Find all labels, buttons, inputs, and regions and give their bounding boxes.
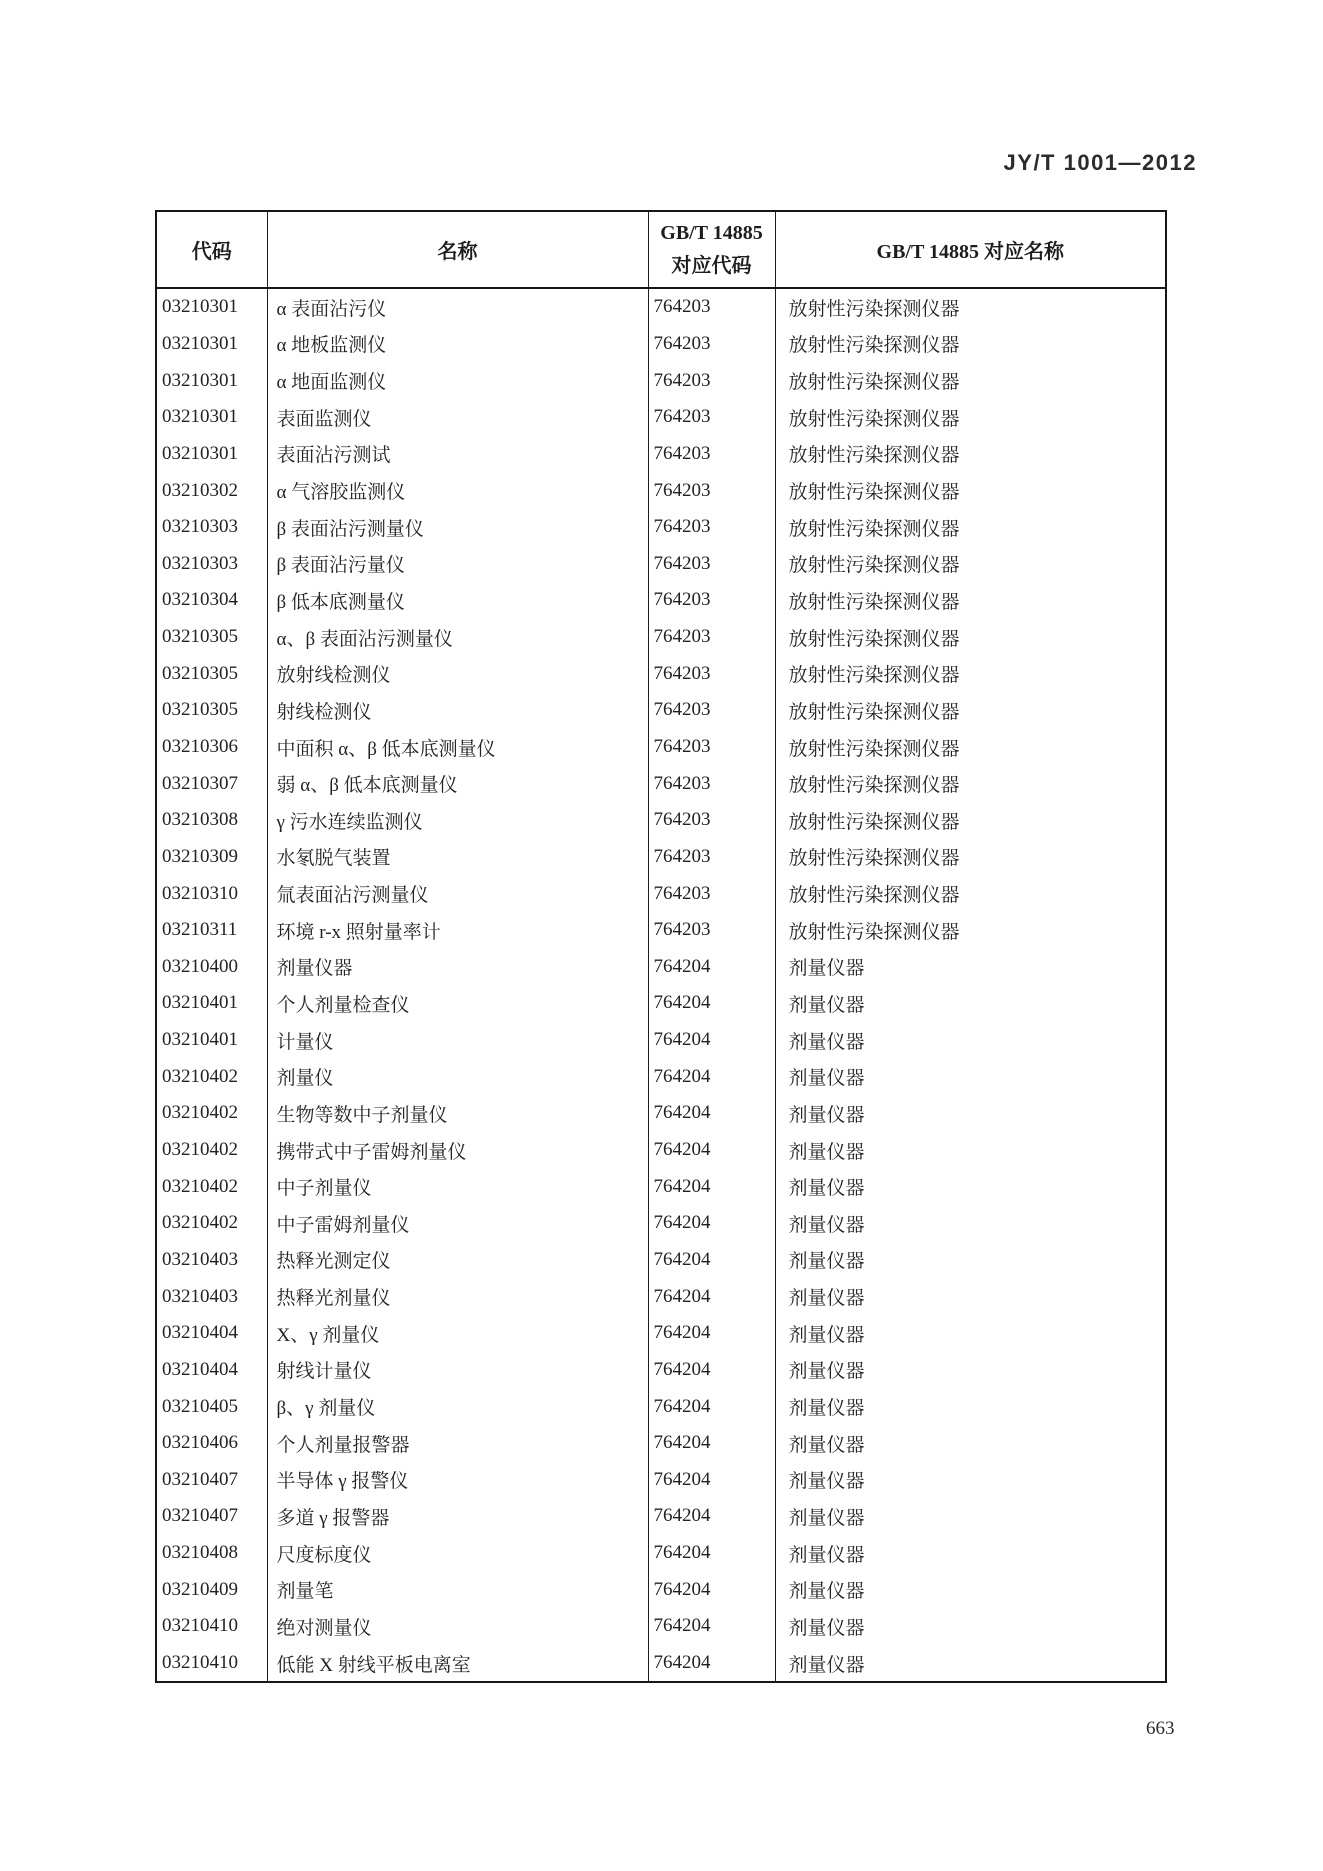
table-row <box>156 1462 1166 1499</box>
cell-code: 03210403 <box>156 1242 267 1279</box>
cell-code: 03210405 <box>156 1388 267 1425</box>
table-row <box>156 1132 1166 1169</box>
cell-name: β 表面沾污测量仪 <box>267 509 648 546</box>
cell-gbt-name: 剂量仪器 <box>788 1507 865 1529</box>
cell-code: 03210402 <box>156 1058 267 1095</box>
cell-gbt-code: 764203 <box>648 839 775 876</box>
cell-code: 03210301 <box>156 436 267 473</box>
cell-gbt-name: 剂量仪器 <box>788 1581 865 1603</box>
cell-code: 03210410 <box>156 1608 267 1645</box>
cell-gbt-name: 剂量仪器 <box>788 1471 865 1493</box>
cell-code: 03210404 <box>156 1352 267 1389</box>
table-row <box>156 1352 1166 1389</box>
cell-gbt-code: 764203 <box>648 326 775 363</box>
table-row <box>156 1315 1166 1352</box>
cell-name: X、γ 剂量仪 <box>267 1315 648 1352</box>
cell-gbt-code: 764203 <box>648 509 775 546</box>
cell-code: 03210301 <box>156 288 267 326</box>
cell-code: 03210403 <box>156 1278 267 1315</box>
header-gbt-code-line2: 对应代码 <box>671 254 752 277</box>
cell-gbt-name: 放射性污染探测仪器 <box>788 775 960 797</box>
cell-gbt-name: 剂量仪器 <box>788 1251 865 1273</box>
cell-gbt-name: 剂量仪器 <box>788 1104 865 1126</box>
cell-code: 03210407 <box>156 1462 267 1499</box>
cell-name: α 地面监测仪 <box>267 362 648 399</box>
cell-name: β 低本底测量仪 <box>267 582 648 619</box>
table-row <box>156 1571 1166 1608</box>
cell-gbt-code: 764203 <box>648 765 775 802</box>
cell-code: 03210407 <box>156 1498 267 1535</box>
cell-gbt-name: 剂量仪器 <box>788 1324 865 1346</box>
cell-code: 03210305 <box>156 692 267 729</box>
cell-code: 03210406 <box>156 1425 267 1462</box>
table-row <box>156 1168 1166 1205</box>
cell-name: α、β 表面沾污测量仪 <box>267 619 648 656</box>
cell-gbt-code: 764204 <box>648 1242 775 1279</box>
header-gbt-code-line1: GB/T 14885 <box>660 221 763 244</box>
cell-gbt-name: 剂量仪器 <box>788 994 865 1016</box>
cell-code: 03210402 <box>156 1095 267 1132</box>
table-row <box>156 1242 1166 1279</box>
cell-gbt-code: 764204 <box>648 1462 775 1499</box>
table-row <box>156 582 1166 619</box>
cell-code: 03210404 <box>156 1315 267 1352</box>
cell-name: 多道 γ 报警器 <box>267 1498 648 1535</box>
header-name: 名称 <box>267 211 648 288</box>
table-row <box>156 1388 1166 1425</box>
cell-name: 中面积 α、β 低本底测量仪 <box>267 729 648 766</box>
cell-gbt-name: 放射性污染探测仪器 <box>788 372 960 394</box>
cell-gbt-code: 764203 <box>648 875 775 912</box>
cell-gbt-code: 764203 <box>648 619 775 656</box>
cell-gbt-name: 放射性污染探测仪器 <box>788 701 960 723</box>
table-row <box>156 545 1166 582</box>
cell-name: 生物等数中子剂量仪 <box>267 1095 648 1132</box>
page-number: 663 <box>1146 1718 1175 1739</box>
cell-name: 射线计量仪 <box>267 1352 648 1389</box>
standard-reference: JY/T 1001—2012 <box>1003 150 1197 175</box>
cell-gbt-name: 剂量仪器 <box>788 1398 865 1420</box>
table-row <box>156 326 1166 363</box>
cell-name: 绝对测量仪 <box>267 1608 648 1645</box>
cell-gbt-name: 剂量仪器 <box>788 1141 865 1163</box>
cell-gbt-name: 放射性污染探测仪器 <box>788 738 960 760</box>
cell-gbt-name: 放射性污染探测仪器 <box>788 445 960 467</box>
table-row <box>156 619 1166 656</box>
cell-name: 环境 r-x 照射量率计 <box>267 912 648 949</box>
table-row <box>156 765 1166 802</box>
cell-name: β、γ 剂量仪 <box>267 1388 648 1425</box>
cell-name: 氚表面沾污测量仪 <box>267 875 648 912</box>
cell-code: 03210401 <box>156 1022 267 1059</box>
cell-code: 03210308 <box>156 802 267 839</box>
cell-name: α 地板监测仪 <box>267 326 648 363</box>
cell-code: 03210409 <box>156 1571 267 1608</box>
cell-name: β 表面沾污量仪 <box>267 545 648 582</box>
cell-name: 剂量笔 <box>267 1571 648 1608</box>
cell-gbt-code: 764203 <box>648 655 775 692</box>
table-row <box>156 399 1166 436</box>
table-row <box>156 802 1166 839</box>
cell-name: 个人剂量报警器 <box>267 1425 648 1462</box>
header-gbt-name: GB/T 14885 对应名称 <box>775 211 1166 288</box>
cell-gbt-name: 放射性污染探测仪器 <box>788 335 960 357</box>
cell-code: 03210301 <box>156 326 267 363</box>
cell-name: 射线检测仪 <box>267 692 648 729</box>
cell-gbt-code: 764204 <box>648 949 775 986</box>
cell-gbt-code: 764204 <box>648 1608 775 1645</box>
cell-gbt-name: 放射性污染探测仪器 <box>788 408 960 430</box>
cell-code: 03210311 <box>156 912 267 949</box>
cell-gbt-name: 剂量仪器 <box>788 1361 865 1383</box>
cell-gbt-name: 放射性污染探测仪器 <box>788 921 960 943</box>
cell-gbt-name: 放射性污染探测仪器 <box>788 298 960 320</box>
cell-gbt-code: 764204 <box>648 1022 775 1059</box>
cell-gbt-code: 764204 <box>648 1352 775 1389</box>
table-row <box>156 509 1166 546</box>
header-code: 代码 <box>156 211 267 288</box>
table-row <box>156 1278 1166 1315</box>
cell-code: 03210305 <box>156 655 267 692</box>
cell-gbt-name: 放射性污染探测仪器 <box>788 811 960 833</box>
cell-gbt-code: 764204 <box>648 1058 775 1095</box>
table-row <box>156 1058 1166 1095</box>
table-row <box>156 1425 1166 1462</box>
cell-gbt-name: 放射性污染探测仪器 <box>788 628 960 650</box>
cell-gbt-code: 764203 <box>648 472 775 509</box>
cell-code: 03210301 <box>156 362 267 399</box>
cell-gbt-code: 764204 <box>648 1095 775 1132</box>
cell-name: 中子雷姆剂量仪 <box>267 1205 648 1242</box>
table-header <box>156 211 1166 288</box>
cell-gbt-code: 764204 <box>648 1425 775 1462</box>
cell-gbt-name: 放射性污染探测仪器 <box>788 665 960 687</box>
cell-name: 低能 X 射线平板电离室 <box>267 1645 648 1683</box>
cell-code: 03210410 <box>156 1645 267 1683</box>
cell-code: 03210304 <box>156 582 267 619</box>
table-row <box>156 839 1166 876</box>
cell-name: 弱 α、β 低本底测量仪 <box>267 765 648 802</box>
cell-gbt-code: 764204 <box>648 1205 775 1242</box>
cell-gbt-code: 764204 <box>648 1645 775 1683</box>
cell-gbt-name: 剂量仪器 <box>788 1214 865 1236</box>
cell-gbt-name: 放射性污染探测仪器 <box>788 591 960 613</box>
cell-gbt-code: 764203 <box>648 912 775 949</box>
table-row <box>156 472 1166 509</box>
cell-gbt-code: 764203 <box>648 399 775 436</box>
table-row <box>156 1645 1166 1683</box>
cell-code: 03210408 <box>156 1535 267 1572</box>
cell-name: 放射线检测仪 <box>267 655 648 692</box>
table-row <box>156 875 1166 912</box>
cell-code: 03210310 <box>156 875 267 912</box>
cell-name: α 气溶胶监测仪 <box>267 472 648 509</box>
cell-name: 表面监测仪 <box>267 399 648 436</box>
header-gbt-code <box>648 211 775 288</box>
cell-code: 03210305 <box>156 619 267 656</box>
cell-code: 03210402 <box>156 1132 267 1169</box>
cell-gbt-name: 剂量仪器 <box>788 1288 865 1310</box>
cell-name: α 表面沾污仪 <box>267 288 648 326</box>
cell-gbt-code: 764204 <box>648 1132 775 1169</box>
cell-gbt-name: 剂量仪器 <box>788 1031 865 1053</box>
cell-name: 个人剂量检查仪 <box>267 985 648 1022</box>
cell-code: 03210401 <box>156 985 267 1022</box>
cell-name: 剂量仪器 <box>267 949 648 986</box>
cell-code: 03210303 <box>156 509 267 546</box>
cell-code: 03210402 <box>156 1205 267 1242</box>
table-row <box>156 655 1166 692</box>
cell-code: 03210306 <box>156 729 267 766</box>
cell-code: 03210402 <box>156 1168 267 1205</box>
cell-name: 计量仪 <box>267 1022 648 1059</box>
table-row <box>156 1095 1166 1132</box>
cell-name: 热释光测定仪 <box>267 1242 648 1279</box>
cell-gbt-name: 放射性污染探测仪器 <box>788 885 960 907</box>
table-row <box>156 949 1166 986</box>
cell-gbt-code: 764203 <box>648 288 775 326</box>
cell-gbt-name: 放射性污染探测仪器 <box>788 555 960 577</box>
cell-gbt-code: 764204 <box>648 985 775 1022</box>
cell-gbt-code: 764204 <box>648 1535 775 1572</box>
table-row <box>156 1205 1166 1242</box>
cell-code: 03210302 <box>156 472 267 509</box>
code-mapping-table <box>155 210 1167 1683</box>
cell-gbt-code: 764203 <box>648 582 775 619</box>
table-row <box>156 985 1166 1022</box>
cell-gbt-code: 764203 <box>648 802 775 839</box>
cell-gbt-name: 剂量仪器 <box>788 958 865 980</box>
cell-gbt-code: 764204 <box>648 1168 775 1205</box>
cell-gbt-name: 剂量仪器 <box>788 1617 865 1639</box>
cell-gbt-code: 764203 <box>648 362 775 399</box>
cell-name: 热释光剂量仪 <box>267 1278 648 1315</box>
cell-name: 剂量仪 <box>267 1058 648 1095</box>
cell-gbt-name: 放射性污染探测仪器 <box>788 518 960 540</box>
cell-code: 03210400 <box>156 949 267 986</box>
cell-gbt-name: 放射性污染探测仪器 <box>788 482 960 504</box>
cell-name: 半导体 γ 报警仪 <box>267 1462 648 1499</box>
cell-name: 尺度标度仪 <box>267 1535 648 1572</box>
table-row <box>156 1608 1166 1645</box>
table-body <box>156 288 1166 1682</box>
cell-name: 表面沾污测试 <box>267 436 648 473</box>
cell-gbt-code: 764203 <box>648 692 775 729</box>
cell-gbt-name: 剂量仪器 <box>788 1544 865 1566</box>
table-row <box>156 288 1166 326</box>
table-row <box>156 912 1166 949</box>
cell-name: 水氡脱气装置 <box>267 839 648 876</box>
cell-gbt-code: 764203 <box>648 545 775 582</box>
cell-code: 03210301 <box>156 399 267 436</box>
table-row <box>156 436 1166 473</box>
table-row <box>156 1535 1166 1572</box>
cell-gbt-name: 剂量仪器 <box>788 1434 865 1456</box>
cell-name: 携带式中子雷姆剂量仪 <box>267 1132 648 1169</box>
cell-name: 中子剂量仪 <box>267 1168 648 1205</box>
cell-gbt-code: 764203 <box>648 729 775 766</box>
cell-gbt-name: 剂量仪器 <box>788 1178 865 1200</box>
cell-gbt-name: 剂量仪器 <box>788 1654 865 1676</box>
cell-gbt-name: 放射性污染探测仪器 <box>788 848 960 870</box>
cell-gbt-code: 764204 <box>648 1315 775 1352</box>
table-row <box>156 362 1166 399</box>
table-row <box>156 1022 1166 1059</box>
table-row <box>156 692 1166 729</box>
table-row <box>156 729 1166 766</box>
cell-gbt-code: 764203 <box>648 436 775 473</box>
cell-gbt-code: 764204 <box>648 1498 775 1535</box>
cell-gbt-code: 764204 <box>648 1388 775 1425</box>
cell-gbt-code: 764204 <box>648 1571 775 1608</box>
cell-code: 03210303 <box>156 545 267 582</box>
cell-code: 03210309 <box>156 839 267 876</box>
cell-name: γ 污水连续监测仪 <box>267 802 648 839</box>
cell-gbt-code: 764204 <box>648 1278 775 1315</box>
cell-code: 03210307 <box>156 765 267 802</box>
cell-gbt-name: 剂量仪器 <box>788 1068 865 1090</box>
table-row <box>156 1498 1166 1535</box>
